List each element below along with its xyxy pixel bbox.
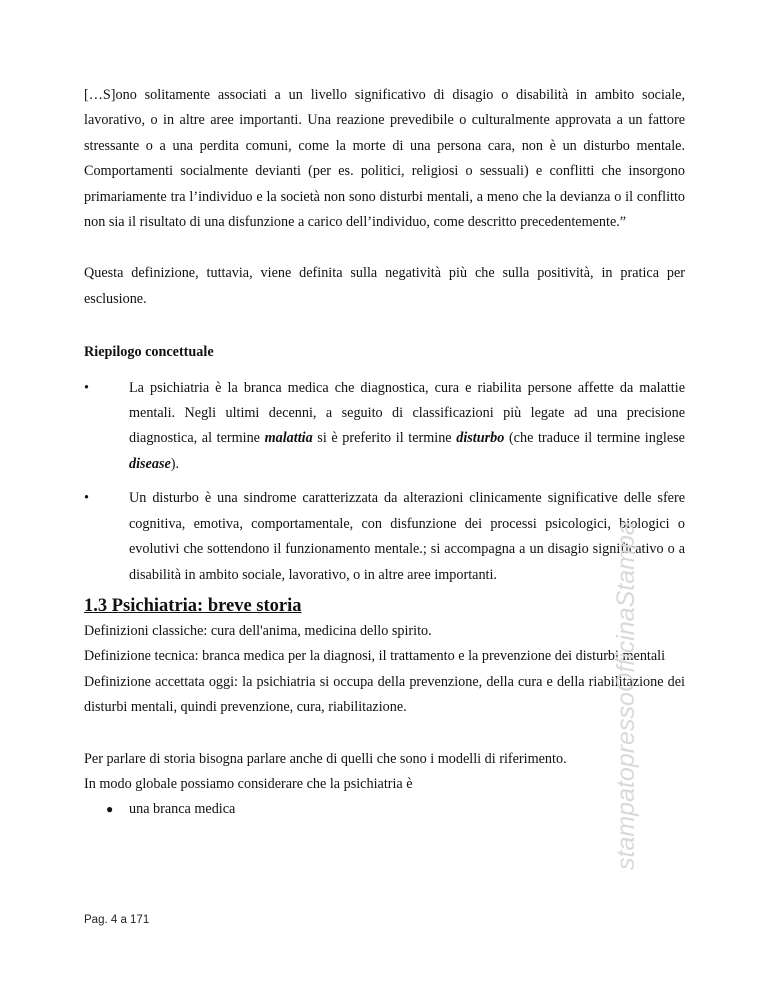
watermark: stampatopressoOfficinaStampa (612, 521, 640, 870)
model-list-item-1 (84, 797, 685, 822)
def-classic: Definizioni classiche: cura dell'anima, medicina dello spirito. (84, 622, 432, 639)
term-malattia: malattia (264, 430, 313, 447)
def-technical: Definizione tecnica: branca medica per la diagnosi, il trattamento e la prevenzione dei disturbi mentali (84, 648, 666, 665)
summary-heading: Riepilogo concettuale (84, 344, 214, 361)
summary-item-1-text-a: La psichiatria è la branca medica che diagnostica, cura e riabilita persone affette da malattie mentali. Negli ultimi decenni, a seguito di classificazioni più legate ad una precisione diagnostica, al termine (129, 379, 685, 447)
quote-paragraph: […S]ono solitamente associati a un livello significativo di disagio o disabilità in ambito sociale, lavorativo, o in altre aree importanti. Una reazione prevedibile o culturalmente approvata a un fattore stressante o a una perdita comuni, come la morte di una persona cara, non è un disturbo mentale. Comportamenti socialmente devianti (per es. politici, religiosi o sessuali) e conflitti che insorgono primariamente tra l’individuo e la società non sono disturbi mentali, a meno che la devianza o il conflitto non sia il risultato di una disfunzione a carico dell’individuo, come descritto precedentemente.” (84, 87, 685, 231)
bullet-icon: • (84, 379, 89, 396)
model-list-item-1-text: una branca medica (129, 801, 236, 818)
summary-item-2-text: Un disturbo è una sindrome caratterizzata da alterazioni clinicamente significative delle sfere cognitiva, emotiva, comportamentale, con disfunzione dei processi psicologici, biologici o evolutivi che sottendono il funzionamento mentale.; si accompagna a un disagio significativo o a disabilità in ambito sociale, lavorativo, o in altre aree importanti. (129, 490, 685, 583)
bullet-icon: • (84, 490, 89, 507)
term-disease: disease (129, 455, 171, 472)
summary-item-1-text-b: si è preferito il termine (312, 430, 457, 447)
model-list (84, 797, 685, 822)
global-view: In modo globale possiamo considerare che la psichiatria è (84, 775, 413, 792)
page-number: Pag. 4 a 171 (84, 914, 150, 926)
summary-item-1 (84, 376, 685, 478)
term-disturbo: disturbo (456, 430, 505, 447)
summary-list (84, 376, 685, 588)
summary-item-1-text-c: (che traduce il termine inglese (504, 430, 685, 447)
history-intro: Per parlare di storia bisogna parlare anche di quelli che sono i modelli di riferimento. (84, 750, 567, 767)
section-title: 1.3 Psichiatria: breve storia (84, 595, 302, 616)
def-accepted: Definizione accettata oggi: la psichiatria si occupa della prevenzione, della cura e della riabilitazione dei disturbi mentali, quindi prevenzione, cura, riabilitazione. (84, 673, 685, 716)
definition-note-paragraph: Questa definizione, tuttavia, viene definita sulla negatività più che sulla positività, in pratica per esclusione. (84, 265, 685, 307)
page-content (84, 83, 685, 823)
summary-item-1-text-d: ). (170, 455, 180, 472)
summary-item-2 (84, 486, 685, 588)
dot-bullet-icon: ● (106, 802, 114, 817)
